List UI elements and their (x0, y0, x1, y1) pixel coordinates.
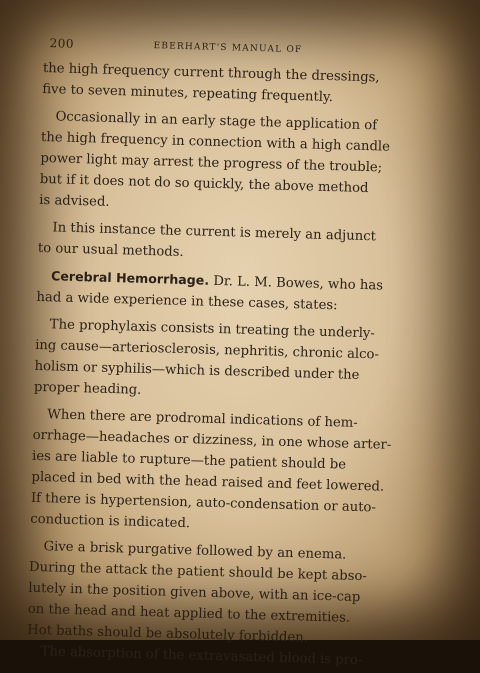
text-line: power light may arrest the progress of the trouble; (40, 150, 383, 176)
text-line: The prophylaxis consists in treating the underly- (49, 317, 376, 342)
text-line: ies are liable to rupture—the patient should be (31, 448, 347, 473)
text-line: The absorption of the extravasated blood is pro- (40, 644, 363, 669)
text-line: ing cause—arteriosclerosis, nephritis, chronic alco- (34, 337, 380, 363)
text-line: In this instance the current is merely an adjunct (52, 220, 377, 245)
text-line: is advised. (39, 192, 110, 210)
text-line: holism or syphilis—which is described under the (34, 358, 360, 383)
book-page (27, 30, 444, 669)
text-line: If there is hypertension, auto-condensation or auto- (30, 490, 377, 516)
text-line: had a wide experience in these cases, states: (36, 289, 338, 314)
text-line: Occasionally in an early stage the application of (55, 109, 378, 134)
paragraph (27, 536, 430, 652)
text-line: placed in bed with the head raised and feet lowered. (31, 469, 385, 495)
section-heading: Cerebral Hemorrhage. (50, 268, 210, 288)
text-line: the high frequency current through the dressings, (42, 60, 380, 86)
text-line: orrhage—headaches or dizziness, in one whose arter- (32, 427, 392, 453)
paragraph (39, 106, 442, 222)
text-line: five to seven minutes, repeating frequently. (42, 81, 334, 106)
text-line: the high frequency in connection with a high candle (40, 129, 391, 155)
heading-continuation: Dr. L. M. Bowes, who has (208, 273, 384, 294)
text-line: proper heading. (33, 379, 142, 398)
text-line: on the head and heat applied to the extremities. (27, 601, 351, 626)
text-line: Give a brisk purgative followed by an enema. (43, 539, 347, 563)
text-line: Hot baths should be absolutely forbidden. (27, 622, 309, 646)
text-line: conduction is indicated. (30, 511, 191, 532)
page-number: 200 (49, 36, 75, 51)
paragraph (34, 314, 436, 409)
text-line: but if it does not do so quickly, the above method (39, 171, 369, 197)
text-line: to our usual methods. (37, 240, 184, 260)
running-head: EBERHART'S MANUAL OF (153, 41, 303, 56)
text-line: lutely in the position given above, with an ice-cap (28, 580, 361, 606)
text-line: During the attack the patient should be kept abso- (28, 559, 368, 585)
paragraph (30, 404, 433, 541)
text-line: When there are prodromal indications of hem- (47, 407, 358, 431)
page-body (26, 58, 443, 673)
